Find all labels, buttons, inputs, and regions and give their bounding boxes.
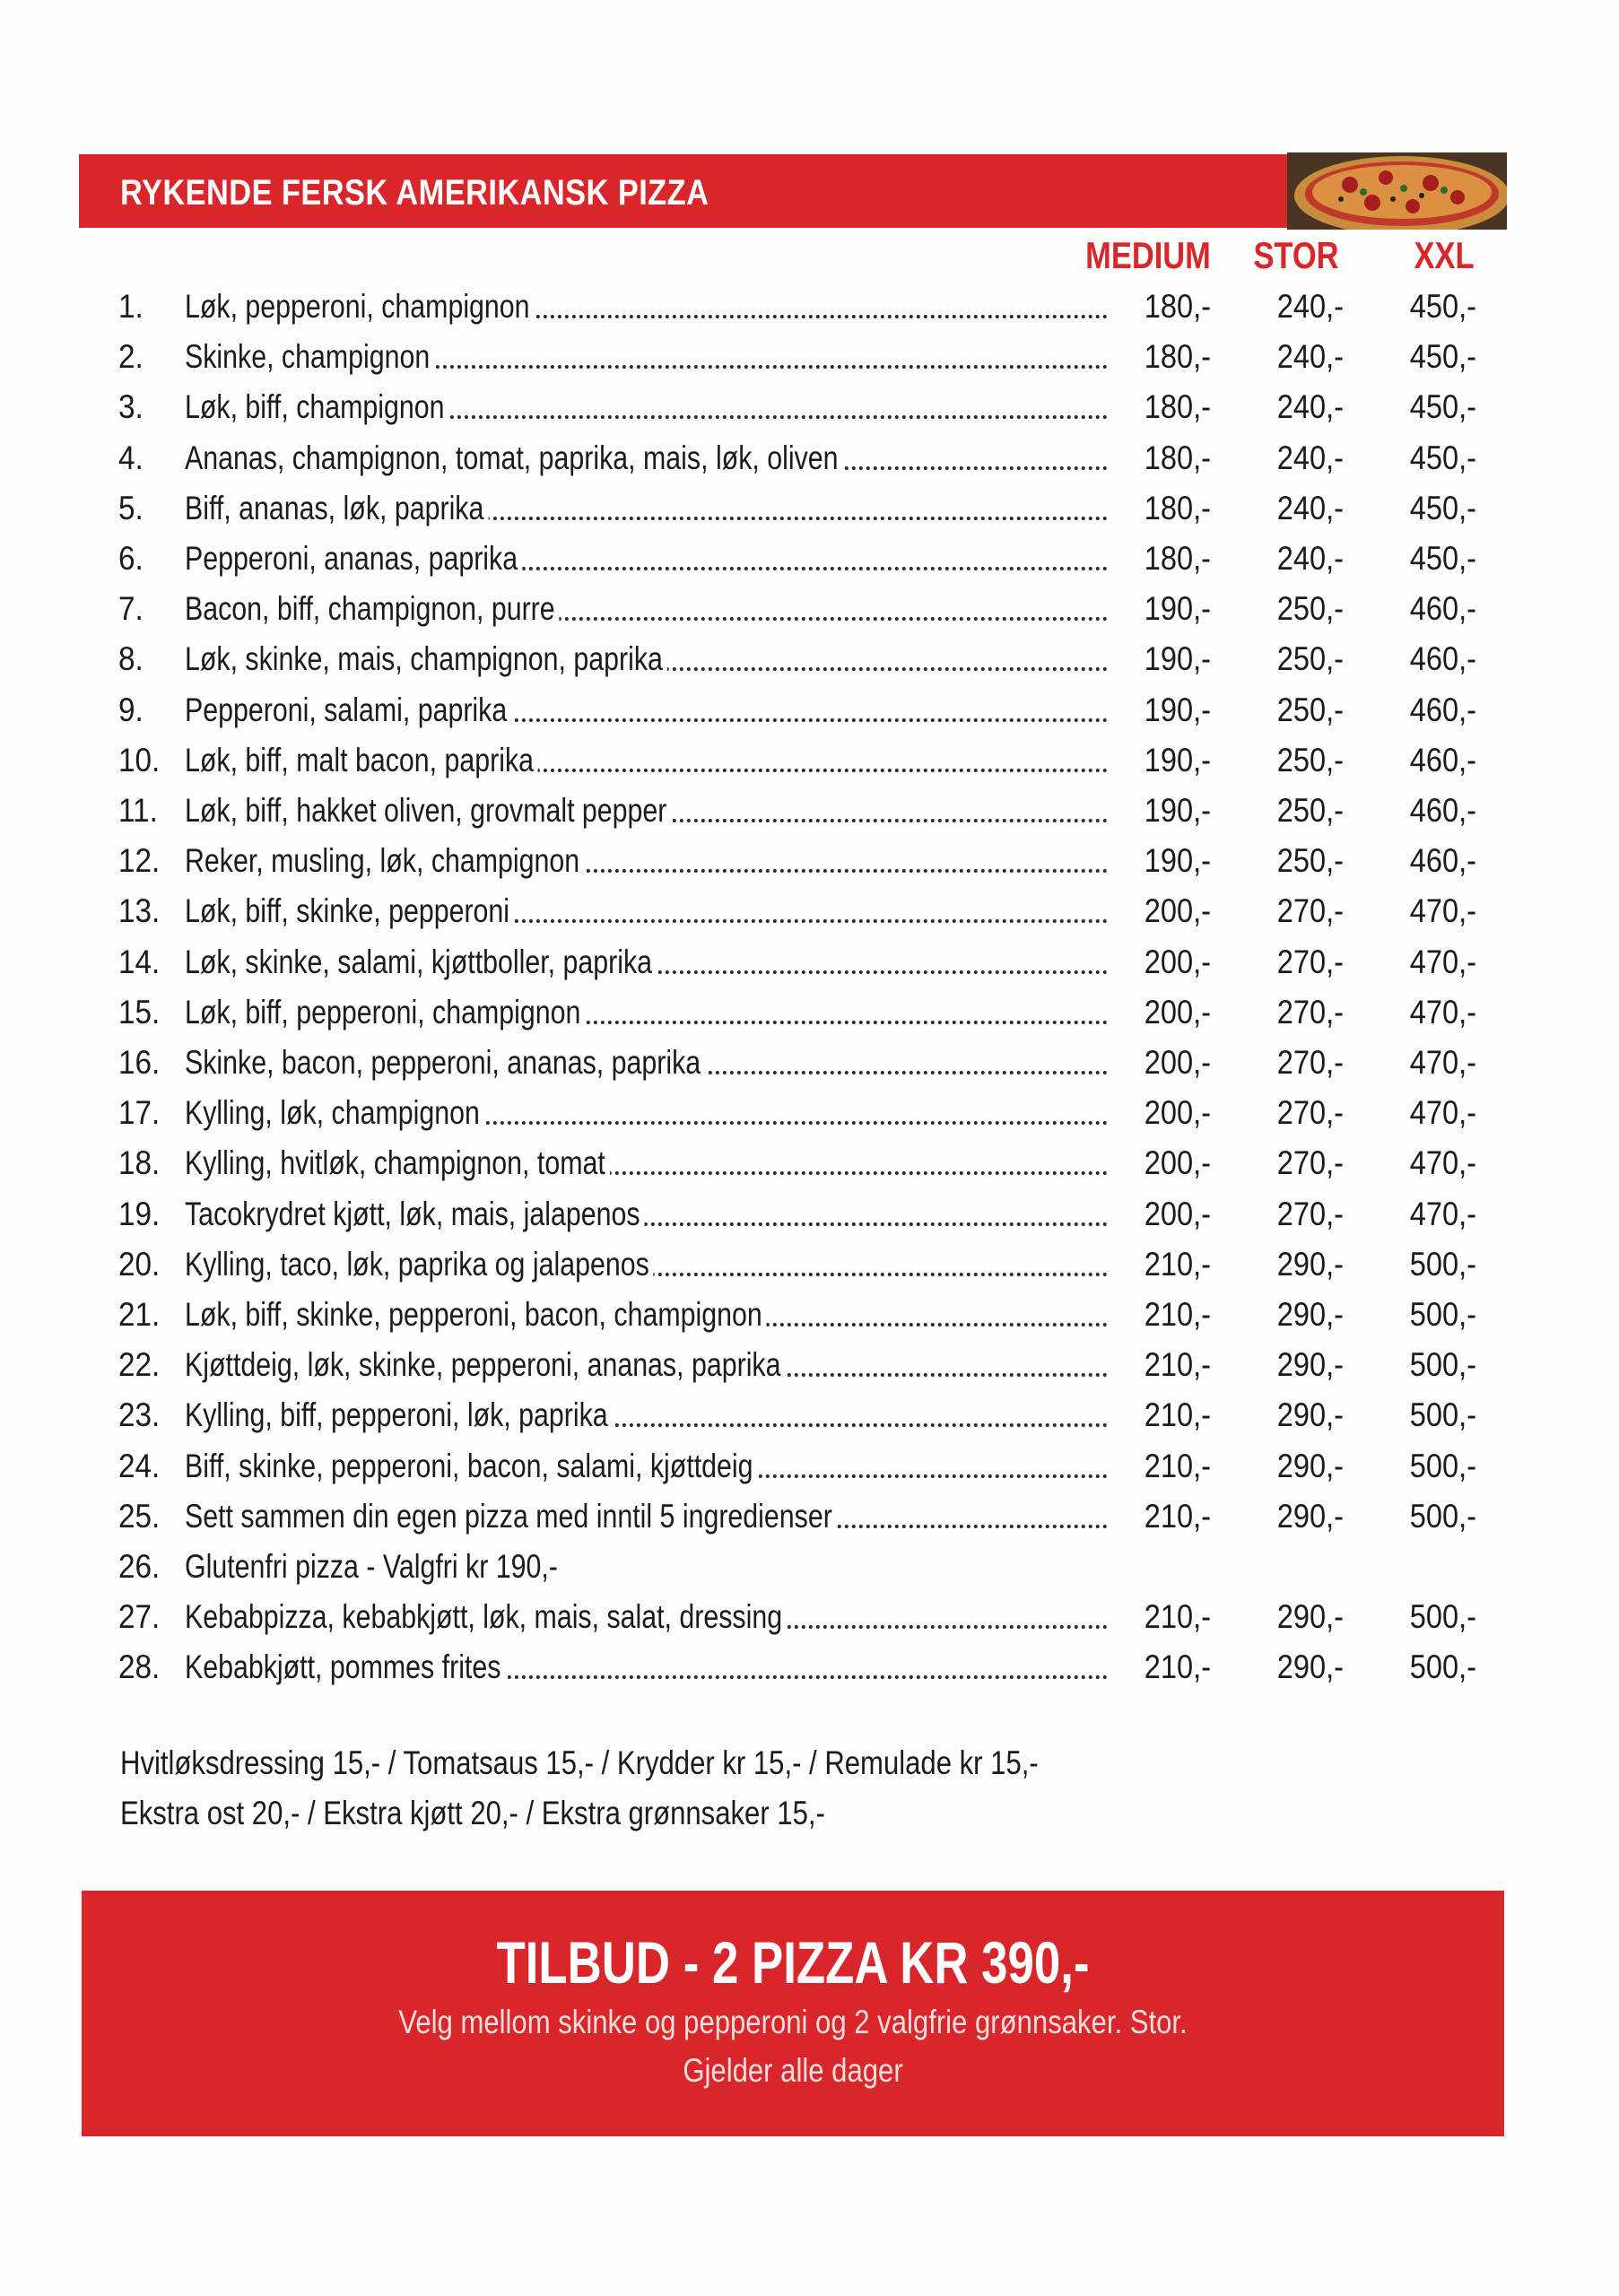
price-stor: 290,- bbox=[1276, 1497, 1344, 1535]
price-xxl: 500,- bbox=[1409, 1447, 1476, 1484]
price-medium: 200,- bbox=[1144, 892, 1211, 930]
price-stor: 240,- bbox=[1276, 439, 1344, 476]
menu-item-number: 13. bbox=[118, 892, 161, 930]
price-stor: 250,- bbox=[1276, 792, 1344, 829]
menu-item-number: 21. bbox=[118, 1296, 161, 1333]
extras-line-sauces: Hvitløksdressing 15,- / Tomatsaus 15,- / Krydder kr 15,- / Remulade kr 15,- bbox=[120, 1744, 1039, 1781]
menu-item-name: Kylling, løk, champignon bbox=[185, 1088, 484, 1138]
menu-item-name: Glutenfri pizza - Valgfri kr 190,- bbox=[185, 1542, 562, 1592]
price-xxl: 470,- bbox=[1409, 993, 1476, 1031]
price-xxl: 450,- bbox=[1409, 489, 1476, 526]
menu-item-name: Løk, skinke, salami, kjøttboller, paprika bbox=[185, 937, 657, 987]
price-medium: 190,- bbox=[1144, 590, 1211, 628]
price-medium: 200,- bbox=[1144, 1044, 1211, 1081]
price-stor: 270,- bbox=[1276, 1195, 1344, 1232]
menu-item-description-leader bbox=[185, 1340, 1113, 1390]
menu-item-number: 24. bbox=[118, 1447, 161, 1484]
menu-item-name: Løk, biff, champignon bbox=[185, 382, 448, 432]
menu-item-row bbox=[0, 735, 1619, 786]
price-medium: 210,- bbox=[1144, 1245, 1211, 1283]
menu-item-description-leader bbox=[185, 1492, 1113, 1542]
price-stor: 270,- bbox=[1276, 892, 1344, 930]
menu-item-row bbox=[0, 685, 1619, 735]
menu-item-number: 10. bbox=[118, 741, 161, 778]
menu-item-number: 26. bbox=[118, 1548, 161, 1585]
price-xxl: 500,- bbox=[1409, 1648, 1476, 1686]
menu-item-number: 15. bbox=[118, 993, 161, 1031]
price-xxl: 460,- bbox=[1409, 590, 1476, 628]
menu-item-name: Løk, biff, pepperoni, champignon bbox=[185, 987, 585, 1038]
menu-item-number: 7. bbox=[118, 590, 144, 628]
menu-item-number: 4. bbox=[118, 439, 144, 476]
price-xxl: 500,- bbox=[1409, 1346, 1476, 1384]
menu-item-number: 3. bbox=[118, 388, 144, 426]
menu-item-number: 16. bbox=[118, 1044, 161, 1081]
price-stor: 240,- bbox=[1276, 540, 1344, 577]
price-xxl: 460,- bbox=[1409, 792, 1476, 829]
menu-item-name: Kjøttdeig, løk, skinke, pepperoni, ananas, paprika bbox=[185, 1340, 785, 1390]
menu-item-description-leader bbox=[185, 1642, 1113, 1692]
price-xxl: 470,- bbox=[1409, 1144, 1476, 1182]
menu-item-number: 20. bbox=[118, 1245, 161, 1283]
price-medium: 210,- bbox=[1144, 1396, 1211, 1434]
menu-item-name: Løk, pepperoni, champignon bbox=[185, 282, 534, 332]
price-medium: 210,- bbox=[1144, 1598, 1211, 1636]
menu-item-row bbox=[0, 1492, 1619, 1542]
menu-item-name: Løk, biff, hakket oliven, grovmalt pepper bbox=[185, 786, 671, 836]
menu-item-name: Ananas, champignon, tomat, paprika, mais, løk, oliven bbox=[185, 433, 842, 483]
menu-item-row bbox=[0, 1542, 1619, 1592]
menu-item-row bbox=[0, 1441, 1619, 1492]
menu-item-description-leader bbox=[185, 1138, 1113, 1188]
price-medium: 190,- bbox=[1144, 741, 1211, 778]
price-stor: 250,- bbox=[1276, 590, 1344, 628]
menu-item-number: 19. bbox=[118, 1195, 161, 1232]
price-medium: 180,- bbox=[1144, 439, 1211, 476]
menu-item-name: Kylling, biff, pepperoni, løk, paprika bbox=[185, 1390, 613, 1440]
menu-item-name: Skinke, bacon, pepperoni, ananas, paprika bbox=[185, 1038, 705, 1088]
menu-item-row bbox=[0, 1642, 1619, 1692]
menu-item-number: 28. bbox=[118, 1648, 161, 1686]
price-stor: 290,- bbox=[1276, 1396, 1344, 1434]
price-xxl: 470,- bbox=[1409, 943, 1476, 980]
menu-item-description-leader bbox=[185, 332, 1113, 382]
price-xxl: 460,- bbox=[1409, 691, 1476, 728]
price-stor: 250,- bbox=[1276, 842, 1344, 880]
column-header-medium: MEDIUM bbox=[1085, 234, 1211, 276]
price-medium: 190,- bbox=[1144, 792, 1211, 829]
price-xxl: 470,- bbox=[1409, 1044, 1476, 1081]
menu-item-description-leader bbox=[185, 836, 1113, 886]
column-header-xxl: XXL bbox=[1414, 234, 1475, 276]
price-medium: 210,- bbox=[1144, 1346, 1211, 1384]
menu-item-name: Kylling, hvitløk, champignon, tomat bbox=[185, 1138, 610, 1188]
menu-item-row bbox=[0, 1340, 1619, 1390]
price-xxl: 500,- bbox=[1409, 1598, 1476, 1636]
column-header-stor: STOR bbox=[1253, 234, 1339, 276]
price-stor: 270,- bbox=[1276, 1094, 1344, 1132]
menu-item-number: 22. bbox=[118, 1346, 161, 1384]
menu-item-row bbox=[0, 1239, 1619, 1290]
price-medium: 200,- bbox=[1144, 1094, 1211, 1132]
menu-item-number: 23. bbox=[118, 1396, 161, 1434]
menu-item-description-leader bbox=[185, 1390, 1113, 1440]
menu-item-name: Kebabkjøtt, pommes frites bbox=[185, 1642, 505, 1692]
price-stor: 270,- bbox=[1276, 1044, 1344, 1081]
menu-item-name: Bacon, biff, champignon, purre bbox=[185, 584, 560, 634]
offer-banner bbox=[82, 1891, 1504, 2136]
extras-section bbox=[120, 1738, 1175, 1839]
menu-item-name: Sett sammen din egen pizza med inntil 5 ingredienser bbox=[185, 1492, 837, 1542]
offer-title: TILBUD - 2 PIZZA KR 390,- bbox=[496, 1929, 1090, 1996]
extras-line-toppings: Ekstra ost 20,- / Ekstra kjøtt 20,- / Ekstra grønnsaker 15,- bbox=[120, 1795, 825, 1831]
price-medium: 190,- bbox=[1144, 691, 1211, 728]
menu-item-description-leader bbox=[185, 1542, 1113, 1592]
price-xxl: 470,- bbox=[1409, 1195, 1476, 1232]
menu-item-description-leader bbox=[185, 937, 1113, 987]
menu-item-number: 5. bbox=[118, 489, 144, 526]
pizza-photo bbox=[1287, 152, 1507, 230]
menu-item-number: 1. bbox=[118, 288, 144, 325]
menu-item-description-leader bbox=[185, 634, 1113, 684]
menu-item-number: 6. bbox=[118, 540, 144, 577]
price-xxl: 450,- bbox=[1409, 338, 1476, 376]
price-medium: 180,- bbox=[1144, 489, 1211, 526]
price-xxl: 500,- bbox=[1409, 1396, 1476, 1434]
menu-item-row bbox=[0, 1038, 1619, 1088]
menu-item-description-leader bbox=[185, 584, 1113, 634]
menu-item-description-leader bbox=[185, 987, 1113, 1038]
menu-item-row bbox=[0, 483, 1619, 534]
price-xxl: 500,- bbox=[1409, 1245, 1476, 1283]
price-medium: 180,- bbox=[1144, 388, 1211, 426]
menu-item-row bbox=[0, 836, 1619, 886]
menu-item-row bbox=[0, 634, 1619, 684]
menu-item-number: 14. bbox=[118, 943, 161, 980]
price-stor: 270,- bbox=[1276, 1144, 1344, 1182]
menu-item-name: Pepperoni, ananas, paprika bbox=[185, 534, 522, 584]
menu-item-row bbox=[0, 382, 1619, 432]
price-xxl: 470,- bbox=[1409, 892, 1476, 930]
price-xxl: 470,- bbox=[1409, 1094, 1476, 1132]
price-stor: 240,- bbox=[1276, 288, 1344, 325]
price-medium: 200,- bbox=[1144, 993, 1211, 1031]
price-stor: 290,- bbox=[1276, 1245, 1344, 1283]
menu-item-row bbox=[0, 886, 1619, 936]
price-stor: 240,- bbox=[1276, 338, 1344, 376]
price-xxl: 500,- bbox=[1409, 1497, 1476, 1535]
price-stor: 240,- bbox=[1276, 489, 1344, 526]
menu-item-row bbox=[0, 332, 1619, 382]
menu-item-row bbox=[0, 1390, 1619, 1440]
price-medium: 210,- bbox=[1144, 1497, 1211, 1535]
price-stor: 290,- bbox=[1276, 1447, 1344, 1484]
menu-item-description-leader bbox=[185, 786, 1113, 836]
menu-item-number: 8. bbox=[118, 640, 144, 678]
menu-item-row bbox=[0, 584, 1619, 634]
menu-item-number: 9. bbox=[118, 691, 144, 728]
menu-item-description-leader bbox=[185, 282, 1113, 332]
menu-item-name: Løk, biff, skinke, pepperoni, bacon, champignon bbox=[185, 1290, 767, 1340]
price-medium: 180,- bbox=[1144, 288, 1211, 325]
price-stor: 290,- bbox=[1276, 1648, 1344, 1686]
menu-item-name: Kylling, taco, løk, paprika og jalapenos bbox=[185, 1239, 654, 1290]
offer-description: Velg mellom skinke og pepperoni og 2 valgfrie grønnsaker. Stor. bbox=[398, 2004, 1188, 2040]
price-xxl: 500,- bbox=[1409, 1296, 1476, 1333]
menu-item-row bbox=[0, 1290, 1619, 1340]
menu-item-description-leader bbox=[185, 1592, 1113, 1642]
menu-item-row bbox=[0, 1592, 1619, 1642]
menu-item-name: Reker, musling, løk, champignon bbox=[185, 836, 584, 886]
menu-item-name: Løk, biff, malt bacon, paprika bbox=[185, 735, 538, 786]
menu-item-description-leader bbox=[185, 1088, 1113, 1138]
price-xxl: 450,- bbox=[1409, 288, 1476, 325]
price-medium: 190,- bbox=[1144, 640, 1211, 678]
offer-validity: Gjelder alle dager bbox=[683, 2052, 903, 2089]
menu-item-row bbox=[0, 1088, 1619, 1138]
price-medium: 200,- bbox=[1144, 943, 1211, 980]
menu-item-name: Kebabpizza, kebabkjøtt, løk, mais, salat, dressing bbox=[185, 1592, 787, 1642]
price-xxl: 450,- bbox=[1409, 439, 1476, 476]
price-stor: 250,- bbox=[1276, 640, 1344, 678]
price-medium: 200,- bbox=[1144, 1144, 1211, 1182]
price-medium: 210,- bbox=[1144, 1296, 1211, 1333]
menu-item-name: Biff, ananas, løk, paprika bbox=[185, 483, 488, 534]
price-xxl: 460,- bbox=[1409, 842, 1476, 880]
price-stor: 290,- bbox=[1276, 1598, 1344, 1636]
menu-item-row bbox=[0, 433, 1619, 483]
menu-item-description-leader bbox=[185, 886, 1113, 936]
price-xxl: 450,- bbox=[1409, 540, 1476, 577]
price-stor: 240,- bbox=[1276, 388, 1344, 426]
menu-item-description-leader bbox=[185, 685, 1113, 735]
menu-item-description-leader bbox=[185, 1038, 1113, 1088]
price-stor: 250,- bbox=[1276, 741, 1344, 778]
menu-item-number: 12. bbox=[118, 842, 161, 880]
menu-item-number: 18. bbox=[118, 1144, 161, 1182]
price-xxl: 460,- bbox=[1409, 741, 1476, 778]
menu-title: RYKENDE FERSK AMERIKANSK PIZZA bbox=[120, 173, 709, 213]
menu-item-description-leader bbox=[185, 1441, 1113, 1492]
menu-item-row bbox=[0, 987, 1619, 1038]
menu-item-row bbox=[0, 1189, 1619, 1239]
menu-item-description-leader bbox=[185, 433, 1113, 483]
menu-item-row bbox=[0, 534, 1619, 584]
price-medium: 210,- bbox=[1144, 1447, 1211, 1484]
price-stor: 290,- bbox=[1276, 1346, 1344, 1384]
menu-item-row bbox=[0, 786, 1619, 836]
menu-item-number: 11. bbox=[118, 792, 158, 829]
menu-item-description-leader bbox=[185, 1290, 1113, 1340]
menu-item-name: Pepperoni, salami, paprika bbox=[185, 685, 511, 735]
menu-item-description-leader bbox=[185, 382, 1113, 432]
menu-item-number: 17. bbox=[118, 1094, 161, 1132]
menu-item-name: Biff, skinke, pepperoni, bacon, salami, kjøttdeig bbox=[185, 1441, 757, 1492]
menu-item-description-leader bbox=[185, 1239, 1113, 1290]
menu-item-description-leader bbox=[185, 735, 1113, 786]
price-stor: 270,- bbox=[1276, 943, 1344, 980]
price-xxl: 450,- bbox=[1409, 388, 1476, 426]
price-stor: 290,- bbox=[1276, 1296, 1344, 1333]
menu-item-description-leader bbox=[185, 534, 1113, 584]
price-stor: 270,- bbox=[1276, 993, 1344, 1031]
menu-item-name: Tacokrydret kjøtt, løk, mais, jalapenos bbox=[185, 1189, 644, 1239]
menu-item-name: Løk, biff, skinke, pepperoni bbox=[185, 886, 514, 936]
menu-item-row bbox=[0, 282, 1619, 332]
price-medium: 210,- bbox=[1144, 1648, 1211, 1686]
menu-item-number: 2. bbox=[118, 338, 144, 376]
price-stor: 250,- bbox=[1276, 691, 1344, 728]
menu-item-description-leader bbox=[185, 483, 1113, 534]
menu-item-name: Skinke, champignon bbox=[185, 332, 434, 382]
price-medium: 200,- bbox=[1144, 1195, 1211, 1232]
menu-item-name: Løk, skinke, mais, champignon, paprika bbox=[185, 634, 667, 684]
price-medium: 180,- bbox=[1144, 338, 1211, 376]
menu-item-description-leader bbox=[185, 1189, 1113, 1239]
menu-item-row bbox=[0, 1138, 1619, 1188]
menu-item-number: 27. bbox=[118, 1598, 161, 1636]
price-xxl: 460,- bbox=[1409, 640, 1476, 678]
menu-item-row bbox=[0, 937, 1619, 987]
price-medium: 180,- bbox=[1144, 540, 1211, 577]
menu-item-number: 25. bbox=[118, 1497, 161, 1535]
price-medium: 190,- bbox=[1144, 842, 1211, 880]
